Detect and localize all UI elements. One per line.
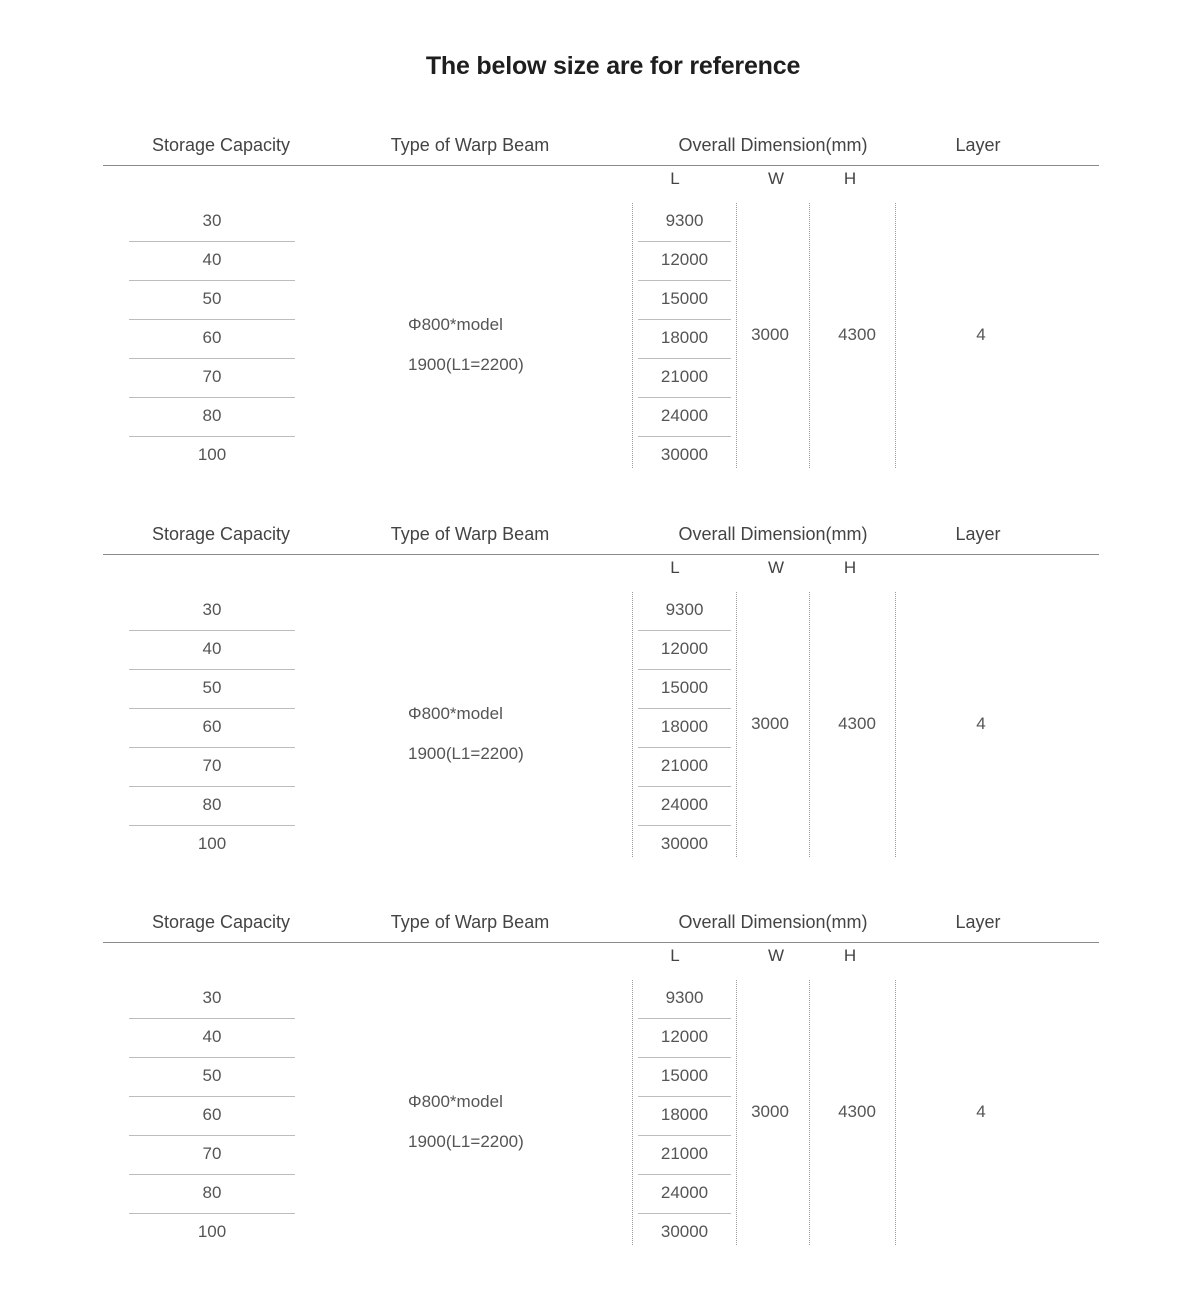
length-cell: 12000 [638,242,731,281]
subheader-height: H [843,558,857,577]
capacity-cell: 30 [129,980,295,1019]
length-cell: 12000 [638,1019,731,1058]
subheader-width: W [767,169,785,188]
length-cell: 24000 [638,398,731,437]
length-cell: 15000 [638,1058,731,1097]
capacity-cell: 100 [197,1222,227,1241]
warp-beam-type-cell [408,694,524,774]
dotted-divider [895,980,896,1245]
warp-beam-type-cell [408,305,524,385]
header-overall-dimension: Overall Dimension(mm) [678,524,868,544]
length-column [638,592,731,865]
length-cell: 30000 [660,834,709,853]
capacity-cell: 60 [129,1097,295,1136]
capacity-cell: 100 [197,445,227,464]
warp-beam-line-2: 1900(L1=2200) [408,744,524,763]
warp-beam-line-1: Φ800*model [408,1092,503,1111]
dotted-divider [809,592,810,857]
size-table-1 [0,135,1200,485]
capacity-cell: 30 [129,203,295,242]
size-table-3 [0,912,1200,1262]
capacity-cell: 80 [129,1175,295,1214]
header-warp-beam-type: Type of Warp Beam [390,524,550,544]
length-cell: 9300 [638,980,731,1019]
header-divider [103,554,1099,555]
capacity-cell: 50 [129,1058,295,1097]
length-cell: 24000 [638,1175,731,1214]
capacity-column [129,592,295,865]
length-cell: 24000 [638,787,731,826]
dotted-divider [895,592,896,857]
width-value: 3000 [751,1102,789,1121]
header-storage-capacity: Storage Capacity [151,912,291,932]
length-cell: 15000 [638,670,731,709]
capacity-cell: 40 [129,242,295,281]
header-overall-dimension: Overall Dimension(mm) [678,912,868,932]
capacity-cell: 60 [129,709,295,748]
length-cell: 21000 [638,359,731,398]
capacity-cell: 40 [129,1019,295,1058]
capacity-cell: 60 [129,320,295,359]
layer-value: 4 [976,1102,986,1121]
capacity-cell: 50 [129,281,295,320]
dotted-divider [809,203,810,468]
length-cell: 30000 [660,445,709,464]
page-title: The below size are for reference [425,52,801,80]
length-column [638,203,731,476]
width-value: 3000 [751,325,789,344]
subheader-height: H [843,946,857,965]
layer-value: 4 [976,325,986,344]
length-column [638,980,731,1253]
subheader-length: L [670,558,680,577]
header-warp-beam-type: Type of Warp Beam [390,135,550,155]
subheader-height: H [843,169,857,188]
capacity-cell: 40 [129,631,295,670]
length-cell: 9300 [638,203,731,242]
size-table-2 [0,524,1200,874]
warp-beam-line-1: Φ800*model [408,704,503,723]
dotted-divider [632,980,633,1245]
subheader-width: W [767,946,785,965]
warp-beam-line-2: 1900(L1=2200) [408,355,524,374]
dotted-divider [632,592,633,857]
length-cell: 18000 [638,1097,731,1136]
length-cell: 30000 [660,1222,709,1241]
capacity-cell: 80 [129,398,295,437]
capacity-cell: 70 [129,1136,295,1175]
header-warp-beam-type: Type of Warp Beam [390,912,550,932]
warp-beam-type-cell [408,1082,524,1162]
dotted-divider [736,980,737,1245]
length-cell: 12000 [638,631,731,670]
capacity-cell: 80 [129,787,295,826]
layer-value: 4 [976,714,986,733]
header-layer: Layer [955,135,1001,155]
dotted-divider [895,203,896,468]
subheader-length: L [670,169,680,188]
header-overall-dimension: Overall Dimension(mm) [678,135,868,155]
header-storage-capacity: Storage Capacity [151,524,291,544]
length-cell: 18000 [638,320,731,359]
length-cell: 21000 [638,1136,731,1175]
dotted-divider [736,592,737,857]
capacity-cell: 70 [129,748,295,787]
header-layer: Layer [955,524,1001,544]
subheader-width: W [767,558,785,577]
capacity-cell: 70 [129,359,295,398]
height-value: 4300 [838,1102,876,1121]
header-storage-capacity: Storage Capacity [151,135,291,155]
header-divider [103,165,1099,166]
capacity-cell: 30 [129,592,295,631]
dotted-divider [632,203,633,468]
capacity-cell: 50 [129,670,295,709]
header-layer: Layer [955,912,1001,932]
width-value: 3000 [751,714,789,733]
dotted-divider [809,980,810,1245]
length-cell: 21000 [638,748,731,787]
height-value: 4300 [838,714,876,733]
warp-beam-line-2: 1900(L1=2200) [408,1132,524,1151]
subheader-length: L [670,946,680,965]
dotted-divider [736,203,737,468]
length-cell: 18000 [638,709,731,748]
length-cell: 15000 [638,281,731,320]
capacity-column [129,980,295,1253]
warp-beam-line-1: Φ800*model [408,315,503,334]
capacity-cell: 100 [197,834,227,853]
capacity-column [129,203,295,476]
height-value: 4300 [838,325,876,344]
header-divider [103,942,1099,943]
length-cell: 9300 [638,592,731,631]
